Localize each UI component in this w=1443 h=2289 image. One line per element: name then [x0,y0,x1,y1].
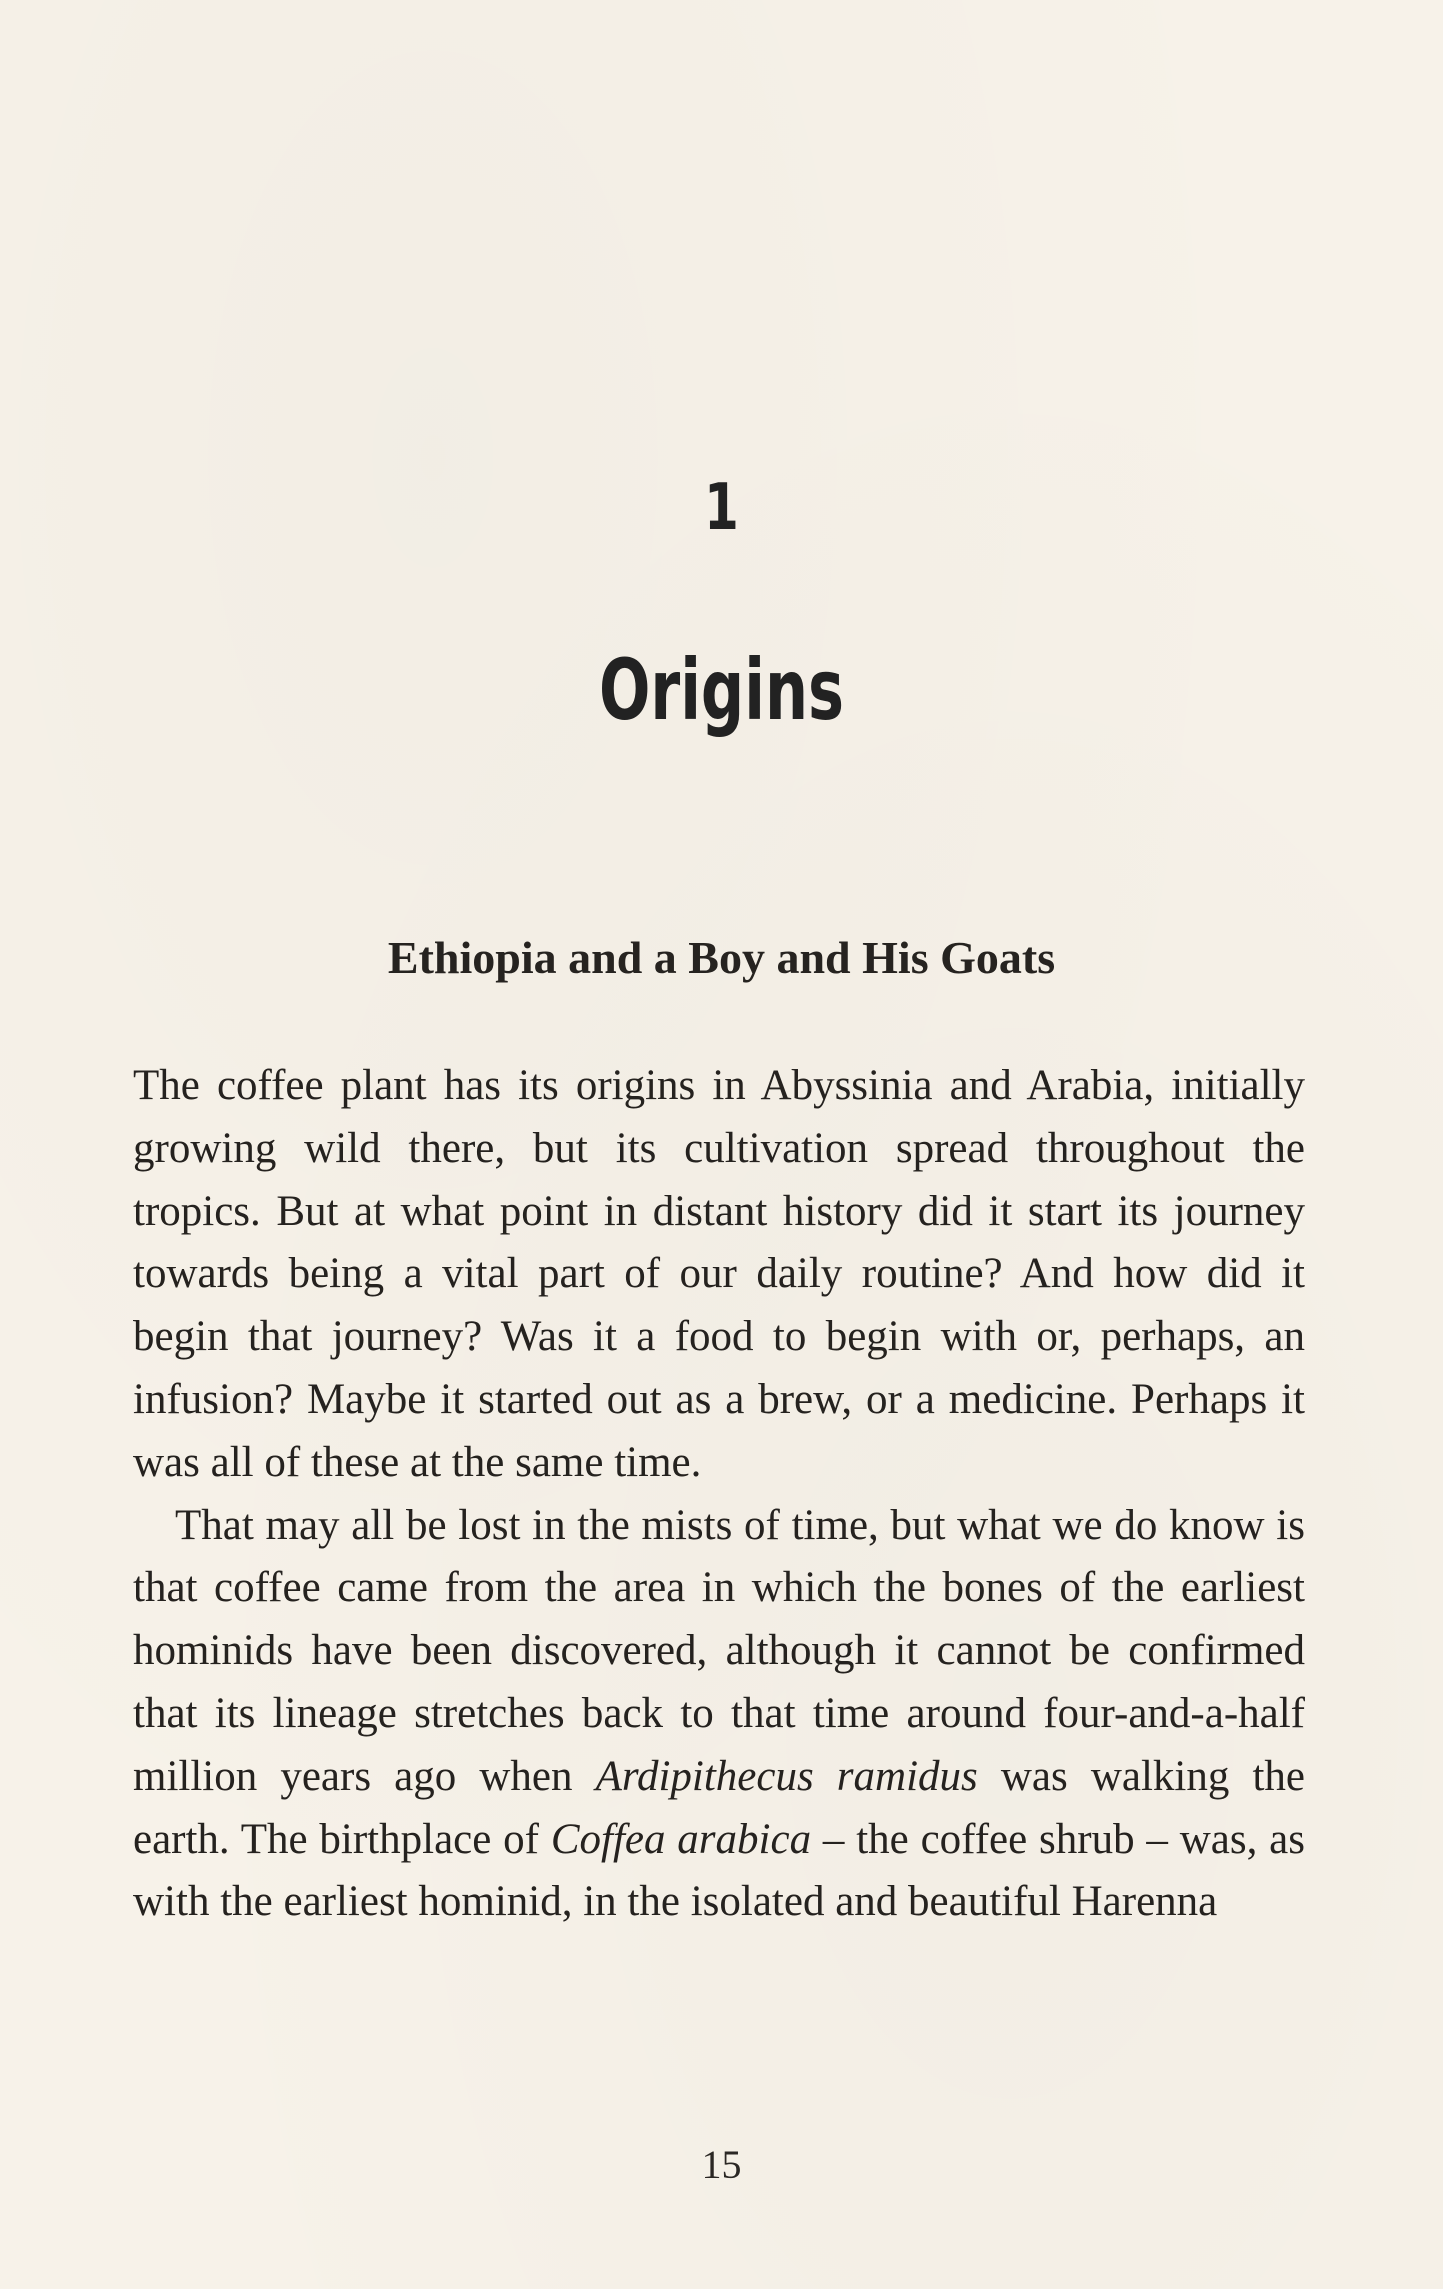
chapter-title: Origins [598,641,845,739]
paragraph-1 [133,1055,1305,1495]
page-number: 15 [701,2142,742,2187]
species-name-ardipithecus: Ardipithecus ramidus [595,1752,978,1800]
section-heading: Ethiopia and a Boy and His Goats [387,932,1056,983]
paragraph-2 [133,1495,1305,1935]
chapter-number: 1 [704,471,739,545]
paragraph-2-text-a: That may all be lost in the mists of time, but what we do know is that coffee came from the area in which the bones of the earliest hominids have been discovered, although it cannot be confirmed that its lineage stretches back to that time around four-and-a-half million years ago when [133,1501,1305,1800]
species-name-coffea: Coffea arabica [550,1815,812,1863]
paragraph-1-text: The coffee plant has its origins in Abyssinia and Arabia, initially growing wild there, but its cultivation spread throughout the tropics. But at what point in distant history did it start its journey towards being a vital part of our daily routine? And how did it begin that journey? Was it a food to begin with or, perhaps, an infusion? Maybe it started out as a brew, or a medicine. Perhaps it was all of these at the same time. [133,1062,1305,1486]
paragraph-2-text-b: was walking the earth. The birthplace of [133,1752,1305,1863]
paragraph-2-text-c: – the coffee shrub – was, as with the earliest hominid, in the isolated and beautiful Harenna [133,1815,1306,1926]
body-text [133,1055,1305,1934]
